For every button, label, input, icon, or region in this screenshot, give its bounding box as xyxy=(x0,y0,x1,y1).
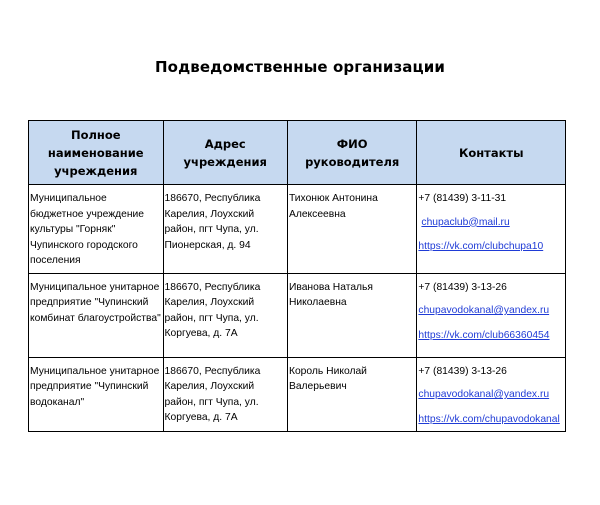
org-contacts-cell xyxy=(417,185,566,274)
org-head-cell: Иванова Наталья Николаевна xyxy=(287,273,416,357)
table-row xyxy=(29,357,566,432)
org-address-cell: 186670, Республика Карелия, Лоухский район, пгт Чупа, ул. Пионерская, д. 94 xyxy=(163,185,287,274)
org-name-cell: Муниципальное унитарное предприятие "Чупинский комбинат благоустройства" xyxy=(29,273,164,357)
table-header-row xyxy=(29,121,566,185)
vk-link[interactable]: https://vk.com/chupavodokanal xyxy=(418,413,560,425)
phone-text: +7 (81439) 3-13-26 xyxy=(418,365,507,377)
org-address-cell: 186670, Республика Карелия, Лоухский район, пгт Чупа, ул. Коргуева, д. 7А xyxy=(163,357,287,432)
org-name-cell: Муниципальное бюджетное учреждение культуры "Горняк" Чупинского городского поселения xyxy=(29,185,164,274)
org-address-cell: 186670, Республика Карелия, Лоухский район, пгт Чупа, ул. Коргуева, д. 7А xyxy=(163,273,287,357)
email-link[interactable]: chupaclub@mail.ru xyxy=(421,216,510,228)
header-name: Полное наименование учреждения xyxy=(29,121,164,185)
org-contacts-cell xyxy=(417,357,566,432)
table-row xyxy=(29,273,566,357)
page-title: Подведомственные организации xyxy=(155,58,445,76)
vk-link[interactable]: https://vk.com/clubchupa10 xyxy=(418,241,544,252)
header-address: Адрес учреждения xyxy=(163,121,287,185)
table-row xyxy=(29,185,566,274)
phone-text: +7 (81439) 3-11-31 xyxy=(418,193,507,204)
org-name-cell: Муниципальное унитарное предприятие "Чупинский водоканал" xyxy=(29,357,164,432)
email-link[interactable]: chupavodokanal@yandex.ru xyxy=(418,305,550,316)
org-contacts-cell xyxy=(417,273,566,357)
header-head: ФИО руководителя xyxy=(287,121,416,185)
header-contacts: Контакты xyxy=(417,121,566,185)
org-head-cell: Тихонюк Антонина Алексеевна xyxy=(287,185,416,274)
phone-text: +7 (81439) 3-13-26 xyxy=(418,281,507,293)
organizations-table xyxy=(28,120,566,432)
vk-link[interactable]: https://vk.com/club66360454 xyxy=(418,329,550,341)
email-link[interactable]: chupavodokanal@yandex.ru xyxy=(418,389,550,400)
org-head-cell: Король Николай Валерьевич xyxy=(287,357,416,432)
